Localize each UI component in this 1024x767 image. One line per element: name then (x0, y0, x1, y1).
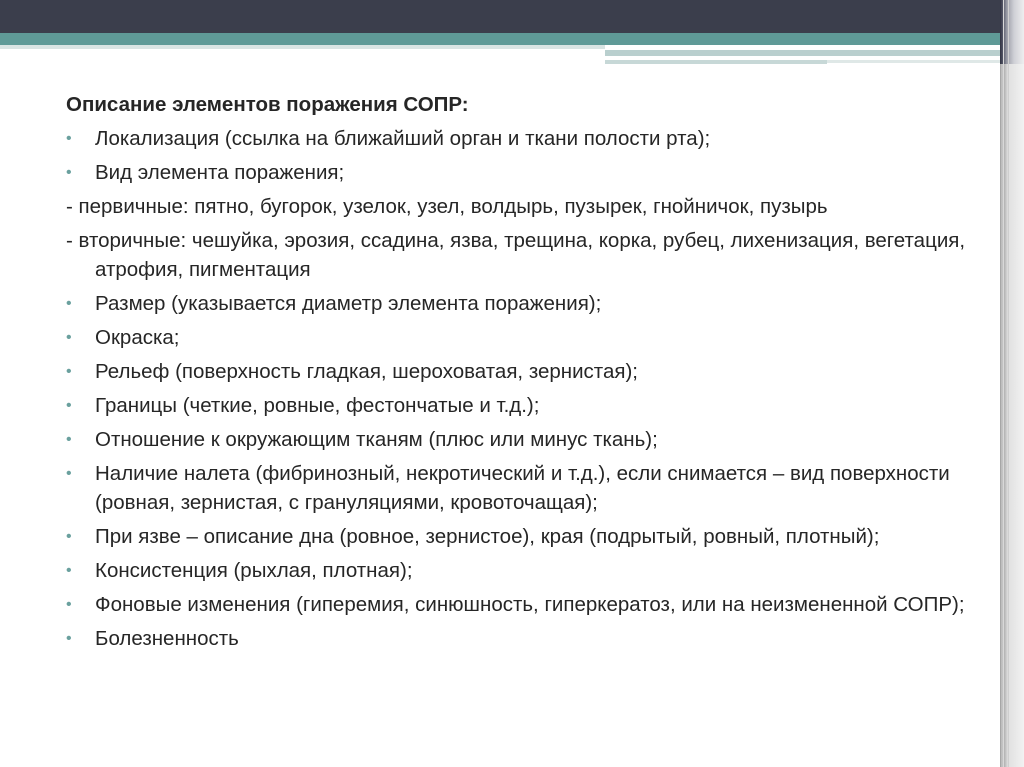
list-item-text: Рельеф (поверхность гладкая, шероховатая, зернистая); (95, 360, 638, 383)
header-accent-strip-short (605, 60, 827, 64)
list-item (66, 124, 966, 153)
header-light-strip (0, 45, 605, 49)
list-item (66, 590, 966, 619)
list-item-text: Локализация (ссылка на ближайший орган и ткани полости рта); (95, 127, 711, 150)
list-item (66, 425, 966, 454)
header-accent-strip-faint (827, 60, 1000, 63)
slide-heading: Описание элементов поражения СОПР: (66, 93, 469, 116)
list-item (66, 289, 966, 318)
header-teal-band (0, 33, 1000, 45)
list-item (66, 158, 966, 187)
list-item (66, 522, 966, 551)
list-item-text: Вид элемента поражения; (95, 161, 345, 184)
list-item-text: Границы (четкие, ровные, фестончатые и т.д.); (95, 394, 540, 417)
slide-content (66, 90, 966, 658)
lesion-description-list (66, 124, 966, 653)
sub-list-item-text: - первичные: пятно, бугорок, узелок, узел, волдырь, пузырек, гнойничок, пузырь (66, 195, 828, 218)
sub-list-item-text: - вторичные: чешуйка, эрозия, ссадина, язва, трещина, корка, рубец, лихенизация, вегетация, атрофия, пигментация (66, 229, 966, 281)
bullet-icon: • (66, 431, 72, 448)
bullet-icon: • (66, 329, 72, 346)
list-item (66, 556, 966, 585)
list-item-text: Консистенция (рыхлая, плотная); (95, 559, 413, 582)
list-item-text: Болезненность (95, 627, 239, 650)
list-item-text: Фоновые изменения (гиперемия, синюшность, гиперкератоз, или на неизмененной СОПР); (95, 593, 965, 616)
list-item-text: Наличие налета (фибринозный, некротический и т.д.), если снимается – вид поверхности (ровная, зернистая, с грануляциями, кровоточащая); (95, 462, 950, 514)
sub-list-item (66, 192, 966, 221)
list-item (66, 391, 966, 420)
sub-list-item (66, 226, 966, 284)
page-edge-line (1003, 0, 1004, 767)
list-item (66, 357, 966, 386)
bullet-icon: • (66, 130, 72, 147)
bullet-icon: • (66, 164, 72, 181)
bullet-icon: • (66, 528, 72, 545)
bullet-icon: • (66, 363, 72, 380)
list-item-text: Окраска; (95, 326, 180, 349)
list-item (66, 323, 966, 352)
list-item-text: При язве – описание дна (ровное, зернистое), края (подрытый, ровный, плотный); (95, 525, 880, 548)
list-item-text: Размер (указывается диаметр элемента поражения); (95, 292, 602, 315)
bullet-icon: • (66, 295, 72, 312)
bullet-icon: • (66, 596, 72, 613)
list-item (66, 459, 966, 517)
list-item-text: Отношение к окружающим тканям (плюс или минус ткань); (95, 428, 658, 451)
bullet-icon: • (66, 465, 72, 482)
bullet-icon: • (66, 562, 72, 579)
page-edge-line (1008, 0, 1009, 767)
list-item (66, 624, 966, 653)
bullet-icon: • (66, 630, 72, 647)
header-accent-strip (605, 50, 1000, 56)
bullet-icon: • (66, 397, 72, 414)
header-dark-band (0, 0, 1000, 33)
